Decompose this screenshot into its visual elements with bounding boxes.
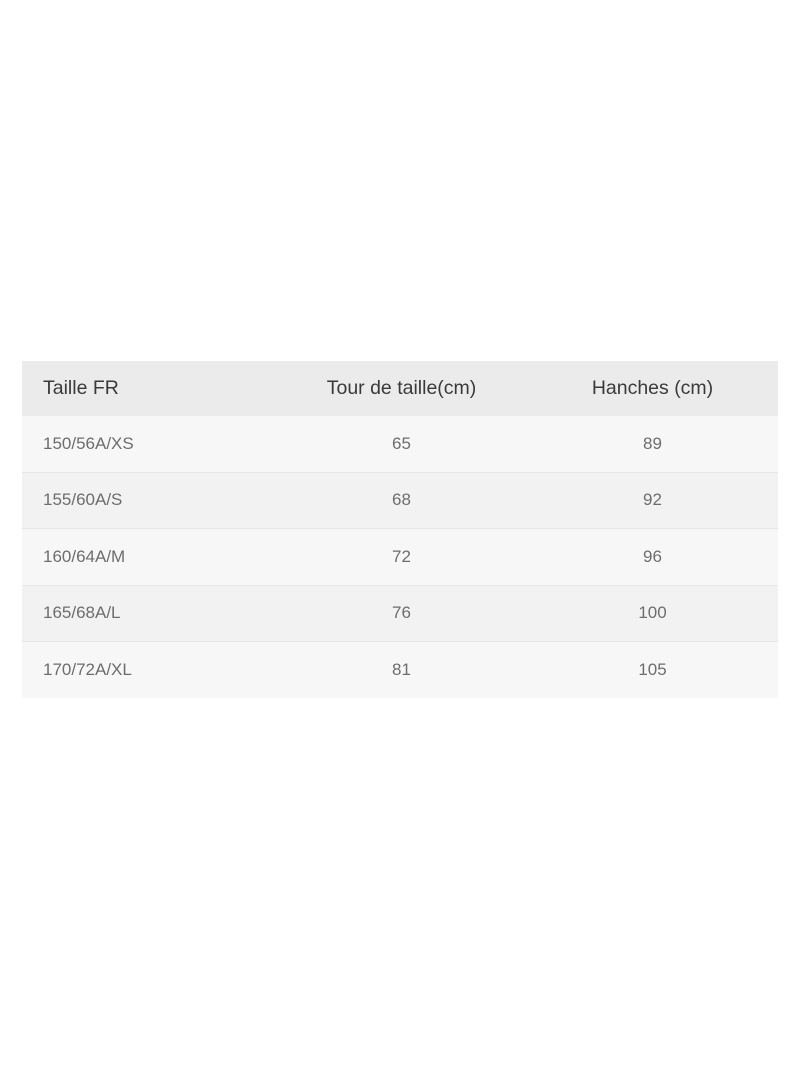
table-row bbox=[22, 416, 778, 472]
table-body bbox=[22, 416, 778, 698]
cell-waist: 68 bbox=[276, 472, 527, 529]
cell-waist: 65 bbox=[276, 416, 527, 472]
table-row bbox=[22, 585, 778, 642]
cell-size: 150/56A/XS bbox=[22, 416, 276, 472]
table-row bbox=[22, 529, 778, 586]
cell-hips: 96 bbox=[527, 529, 778, 586]
table-row bbox=[22, 472, 778, 529]
cell-size: 160/64A/M bbox=[22, 529, 276, 586]
table-header bbox=[22, 361, 778, 416]
cell-size: 170/72A/XL bbox=[22, 642, 276, 698]
cell-size: 155/60A/S bbox=[22, 472, 276, 529]
cell-size: 165/68A/L bbox=[22, 585, 276, 642]
table-row bbox=[22, 642, 778, 698]
cell-waist: 76 bbox=[276, 585, 527, 642]
cell-waist: 72 bbox=[276, 529, 527, 586]
column-header-waist: Tour de taille(cm) bbox=[276, 361, 527, 416]
size-chart bbox=[22, 361, 778, 698]
cell-waist: 81 bbox=[276, 642, 527, 698]
cell-hips: 105 bbox=[527, 642, 778, 698]
column-header-size: Taille FR bbox=[22, 361, 276, 416]
table-header-row bbox=[22, 361, 778, 416]
cell-hips: 92 bbox=[527, 472, 778, 529]
column-header-hips: Hanches (cm) bbox=[527, 361, 778, 416]
cell-hips: 100 bbox=[527, 585, 778, 642]
size-chart-table bbox=[22, 361, 778, 698]
cell-hips: 89 bbox=[527, 416, 778, 472]
